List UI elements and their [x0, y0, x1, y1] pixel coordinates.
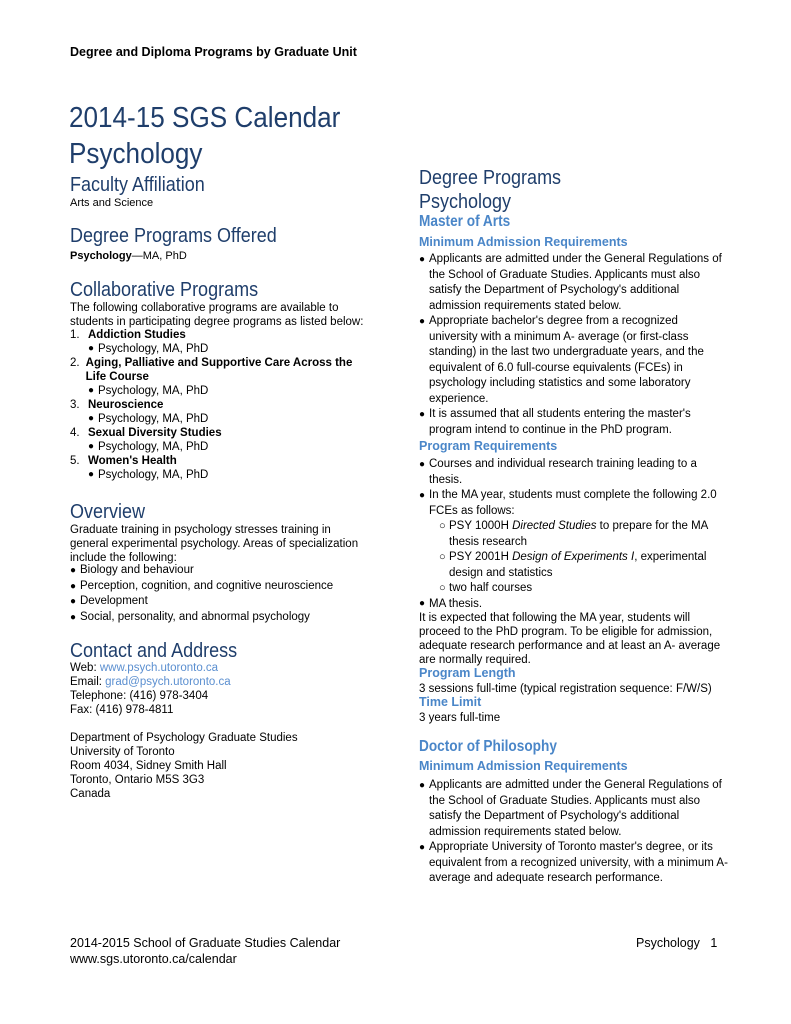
- list-item: ● In the MA year, students must complete the following 2.0 FCEs as follows: ○ PSY 1000H Directed Studies to prepare for the MA thesis research ○ PSY 2001H Design of Experiments I, experimental design and statistics ○ two half courses: [419, 488, 729, 597]
- bullet-icon: ●: [419, 316, 426, 327]
- list-item: ● MA thesis.: [419, 597, 483, 610]
- bullet-icon: ●: [70, 596, 77, 607]
- page-number: 1: [710, 936, 718, 950]
- hollow-bullet-icon: ○: [439, 551, 446, 563]
- list-item: ● Appropriate bachelor's degree from a recognized university with a minimum A- average (or first-class standing) in the last two undergraduate years, and the equivalent of 6.0 full-course equivalents (FCEs) in psychology including statistics and some laboratory experience.: [419, 315, 704, 405]
- collab-program-item: [70, 454, 375, 482]
- bullet-icon: ●: [419, 254, 426, 265]
- program-sub: ● Psychology, MA, PhD: [88, 413, 209, 425]
- list-item: ● Biology and behaviour: [70, 563, 370, 579]
- length-heading: Program Length: [419, 666, 516, 680]
- program-sub: ● Psychology, MA, PhD: [88, 441, 209, 453]
- address-line: University of Toronto: [70, 746, 175, 758]
- bullet-icon: ●: [419, 780, 426, 791]
- email-link[interactable]: grad@psych.utoronto.ca: [105, 676, 231, 688]
- title-line-1: 2014-15 SGS Calendar: [69, 102, 341, 134]
- list-item: ● It is assumed that all students entering the master's program intend to continue in the PhD program.: [419, 408, 691, 436]
- bullet-icon: ●: [419, 409, 426, 420]
- overview-heading: Overview: [70, 501, 146, 523]
- item-number: 4.: [70, 427, 80, 439]
- collab-list: [70, 328, 375, 482]
- item-number: 1.: [70, 329, 80, 341]
- footer-section: Psychology: [636, 936, 700, 950]
- collab-program-item: [70, 356, 375, 398]
- address-line: Toronto, Ontario M5S 3G3: [70, 774, 205, 786]
- footer-right: [636, 935, 717, 951]
- list-item: ● Courses and individual research training leading to a thesis.: [419, 458, 697, 486]
- bullet-icon: ●: [419, 459, 426, 470]
- title-line-2: Psychology: [69, 138, 203, 170]
- collab-program-item: [70, 398, 375, 426]
- bullet-icon: ●: [88, 385, 95, 396]
- ma-heading: Master of Arts: [419, 213, 511, 230]
- email-line: [70, 675, 370, 689]
- list-item: ● Applicants are admitted under the General Regulations of the School of Graduate Studies. Applicants must also satisfy the Department of Psychology's additional admission requirements stated below.: [419, 253, 722, 312]
- offered-line: [70, 249, 187, 263]
- email-label: Email:: [70, 676, 106, 688]
- address-line: Room 4034, Sidney Smith Hall: [70, 760, 227, 772]
- item-number: 2.: [70, 357, 80, 369]
- collab-intro: The following collaborative programs are available to students in participating degree programs as listed below:: [70, 302, 364, 328]
- program-req-list: [419, 457, 729, 611]
- list-item: ● Appropriate University of Toronto master's degree, or its equivalent from a recognized university, with a minimum A- average and adequate research performance.: [419, 841, 728, 884]
- overview-list: [70, 563, 370, 625]
- address-block: [70, 731, 370, 801]
- web-line: [70, 661, 370, 675]
- bullet-icon: ●: [419, 490, 426, 501]
- bullet-icon: ●: [88, 413, 95, 424]
- item-number: 3.: [70, 399, 80, 411]
- web-label: Web:: [70, 662, 100, 674]
- program-name: Neuroscience: [88, 399, 164, 411]
- time-limit-heading: Time Limit: [419, 695, 482, 709]
- bullet-icon: ●: [88, 441, 95, 452]
- overview-text: Graduate training in psychology stresses training in general experimental psychology. Areas of specialization include the following:: [70, 524, 359, 564]
- list-item: ● Applicants are admitted under the General Regulations of the School of Graduate Studies. Applicants must also satisfy the Department of Psychology's additional admission requirements stated below.: [419, 779, 722, 838]
- address-line: Canada: [70, 788, 111, 800]
- bullet-icon: ●: [419, 597, 426, 609]
- footer-calendar-title: 2014-2015 School of Graduate Studies Calendar: [70, 936, 341, 950]
- program-name: Women's Health: [88, 455, 177, 467]
- bullet-icon: ●: [88, 343, 95, 354]
- hollow-bullet-icon: ○: [439, 582, 446, 594]
- contact-block: [70, 661, 370, 717]
- bullet-icon: ●: [419, 842, 426, 853]
- list-item: ● Development: [70, 594, 370, 610]
- fax: Fax: (416) 978-4811: [70, 704, 174, 716]
- hollow-bullet-icon: ○: [439, 520, 446, 532]
- program-name: Sexual Diversity Studies: [88, 427, 222, 439]
- contact-heading: Contact and Address: [70, 640, 238, 662]
- psychology-heading: Psychology: [419, 191, 512, 213]
- list-item: ● Perception, cognition, and cognitive neuroscience: [70, 579, 370, 595]
- offered-name: Psychology: [70, 250, 132, 262]
- item-number: 5.: [70, 455, 80, 467]
- program-name: Addiction Studies: [88, 329, 186, 341]
- bullet-icon: ●: [70, 611, 77, 623]
- list-item: ● Social, personality, and abnormal psychology: [70, 610, 370, 626]
- page-title: [69, 100, 340, 172]
- sub-list-item: ○ PSY 2001H Design of Experiments I, experimental design and statistics: [439, 551, 707, 579]
- program-name: Aging, Palliative and Supportive Care Across the Life Course: [85, 357, 353, 383]
- time-limit-text: 3 years full-time: [419, 712, 501, 724]
- collab-program-item: [70, 328, 375, 356]
- running-header: Degree and Diploma Programs by Graduate Unit: [70, 45, 357, 59]
- program-sub: ● Psychology, MA, PhD: [88, 469, 209, 481]
- offered-degrees: —MA, PhD: [131, 250, 187, 262]
- bullet-icon: ●: [88, 469, 95, 480]
- program-sub: ● Psychology, MA, PhD: [88, 385, 209, 397]
- bullet-icon: ●: [70, 565, 77, 576]
- phd-heading: Doctor of Philosophy: [419, 738, 557, 755]
- collab-heading: Collaborative Programs: [70, 279, 259, 301]
- address-line: Department of Psychology Graduate Studies: [70, 732, 298, 744]
- web-link[interactable]: www.psych.utoronto.ca: [99, 662, 219, 674]
- phd-admission-list: [419, 778, 729, 887]
- sub-list-item: ○ PSY 1000H Directed Studies to prepare for the MA thesis research: [439, 520, 708, 548]
- collab-program-item: [70, 426, 375, 454]
- phd-admission-heading: Minimum Admission Requirements: [419, 759, 628, 773]
- faculty-value: Arts and Science: [70, 197, 154, 209]
- faculty-heading: Faculty Affiliation: [70, 174, 205, 196]
- degree-programs-heading: Degree Programs: [419, 167, 562, 189]
- footer-url: www.sgs.utoronto.ca/calendar: [70, 952, 237, 966]
- sub-list-item: ○ two half courses: [439, 581, 729, 597]
- length-text: 3 sessions full-time (typical registration sequence: F/W/S): [419, 683, 712, 695]
- after-ma-text: It is expected that following the MA year, students will proceed to the PhD program. To be eligible for admission, adequate research performance and at least an A- average are normally required.: [419, 612, 721, 666]
- bullet-icon: ●: [70, 580, 77, 592]
- program-req-heading: Program Requirements: [419, 439, 558, 453]
- program-sub: ● Psychology, MA, PhD: [88, 343, 209, 355]
- offered-heading: Degree Programs Offered: [70, 225, 277, 247]
- telephone: Telephone: (416) 978-3404: [70, 690, 209, 702]
- footer-left: [70, 935, 340, 967]
- ma-admission-heading: Minimum Admission Requirements: [419, 235, 628, 249]
- ma-admission-list: [419, 252, 729, 438]
